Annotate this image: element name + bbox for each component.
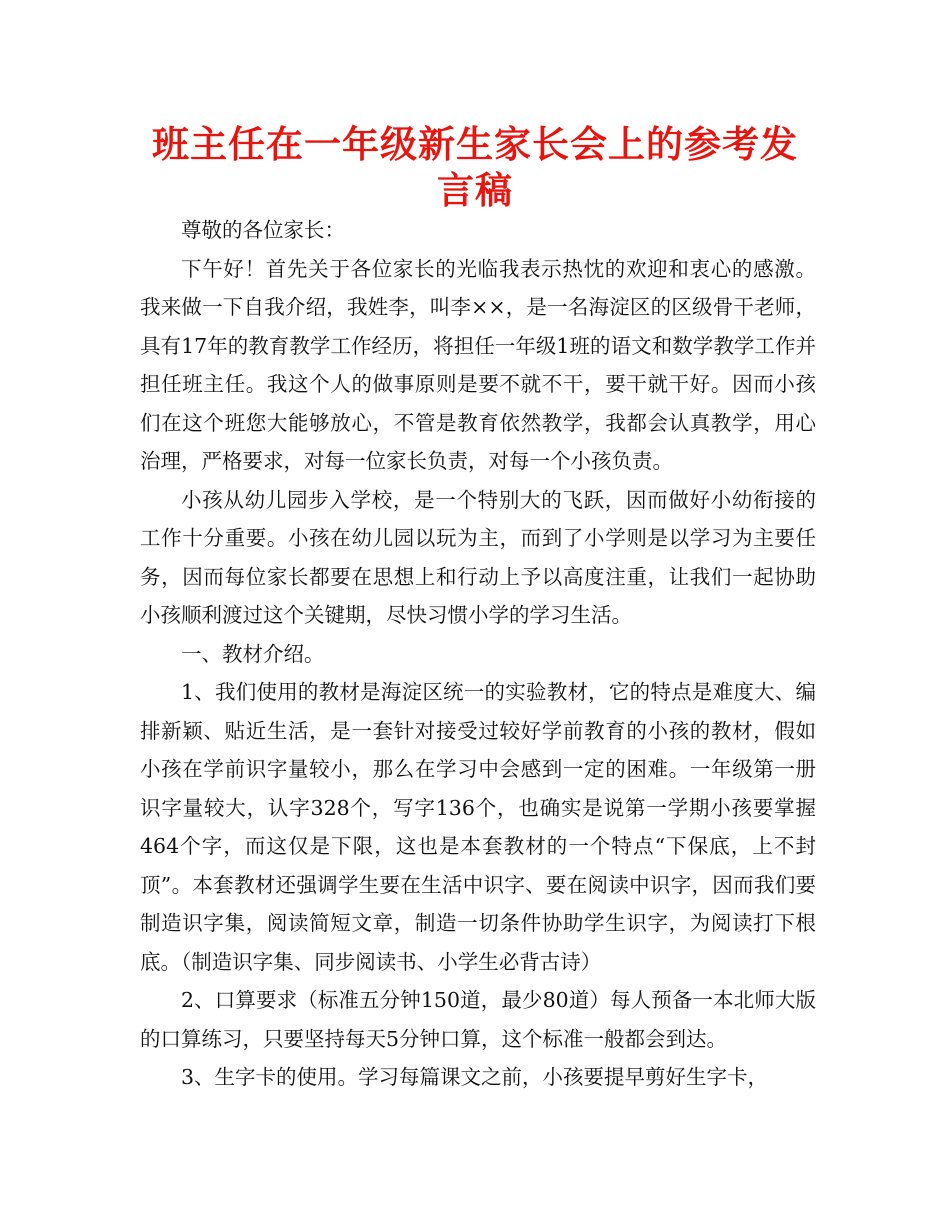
document-body	[140, 211, 816, 1097]
paragraph-item-1: 1、我们使用的教材是海淀区统一的实验教材，它的特点是难度大、编排新颖、贴近生活，是一套针对接受过较好学前教育的小孩的教材，假如小孩在学前识字量较小，那么在学习中会感到一定的困难。一年级第一册识字量较大，认字328个，写字136个，也确实是说第一学期小孩要掌握464个字，而这仅是下限，这也是本套教材的一个特点“下保底，上不封顶”。本套教材还强调学生要在生活中识字、要在阅读中识字，因而我们要制造识字集，阅读简短文章，制造一切条件协助学生识字，为阅读打下根底。（制造识字集、同步阅读书、小学生必背古诗）	[140, 680, 816, 974]
paragraph-greeting: 尊敬的各位家长：	[181, 218, 345, 242]
paragraph-transition: 小孩从幼儿园步入学校，是一个特别大的飞跃，因而做好小幼衔接的工作十分重要。小孩在幼儿园以玩为主，而到了小学则是以学习为主要任务，因而每位家长都要在思想上和行动上予以高度注重，让我们一起协助小孩顺利渡过这个关键期，尽快习惯小学的学习生活。	[140, 487, 816, 627]
document-title: 班主任在一年级新生家长会上的参考发言稿	[152, 123, 798, 212]
section-heading-textbook: 一、教材介绍。	[181, 641, 325, 666]
paragraph-item-2: 2、口算要求（标准五分钟150道，最少80道）每人预备一本北师大版的口算练习，只要坚持每天5分钟口算，这个标准一般都会到达。	[140, 988, 816, 1051]
paragraph-self-introduction: 下午好！首先关于各位家长的光临我表示热忱的欢迎和衷心的感激。我来做一下自我介绍，我姓李，叫李××，是一名海淀区的区级骨干老师，具有17年的教育教学工作经历，将担任一年级1班的语文和数学教学工作并担任班主任。我这个人的做事原则是要不就不干，要干就干好。因而小孩们在这个班您大能够放心，不管是教育依然教学，我都会认真教学，用心治理，严格要求，对每一位家长负责，对每一个小孩负责。	[140, 256, 816, 473]
paragraph-item-3: 3、生字卡的使用。学习每篇课文之前，小孩要提早剪好生字卡，	[181, 1065, 769, 1089]
